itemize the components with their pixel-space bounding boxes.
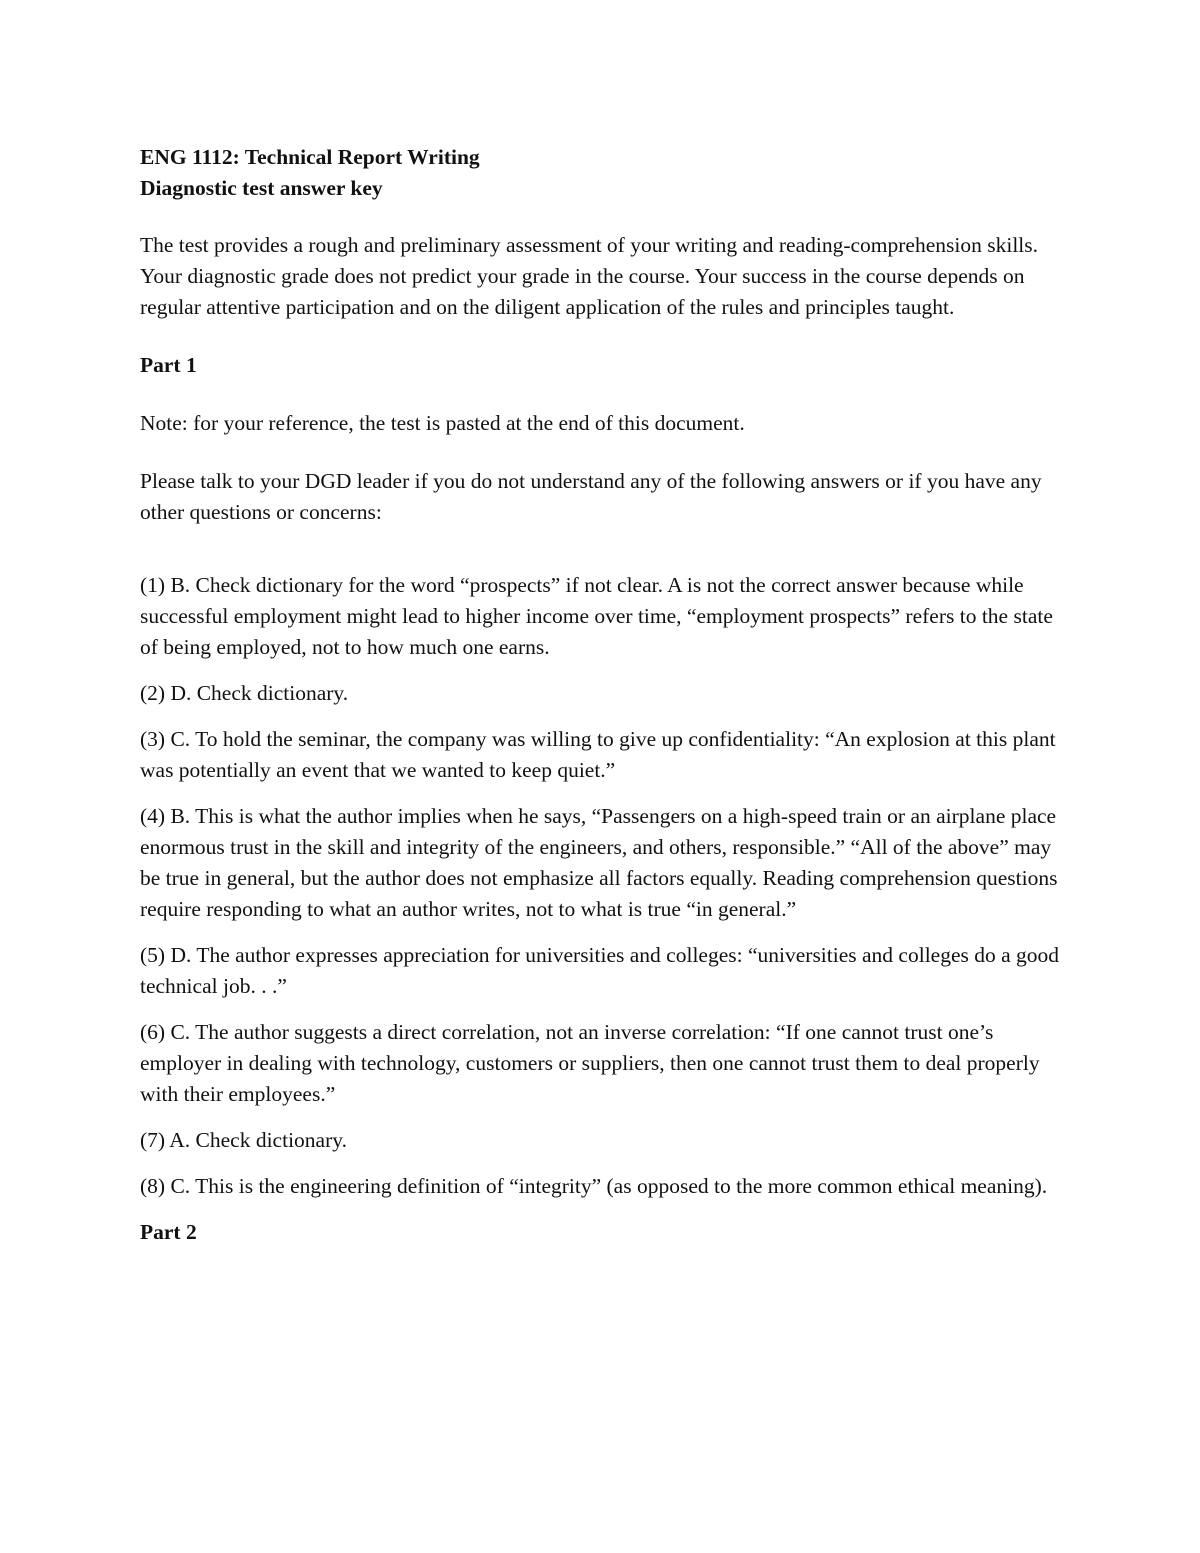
contact-paragraph: Please talk to your DGD leader if you do not understand any of the following answers or if you have any other questions or concerns: bbox=[140, 469, 1042, 524]
answer-item: (7) A. Check dictionary. bbox=[140, 1128, 347, 1152]
document-page bbox=[140, 142, 1065, 1248]
answer-item: (6) C. The author suggests a direct correlation, not an inverse correlation: “If one cannot trust one’s employer in dealing with technology, customers or suppliers, then one cannot trust them to deal properly with their employees.” bbox=[140, 1020, 1040, 1106]
document-title: ENG 1112: Technical Report Writing bbox=[140, 145, 480, 169]
answer-item: (4) B. This is what the author implies when he says, “Passengers on a high-speed train or an airplane place enormous trust in the skill and integrity of the engineers, and others, responsible.” “All of the above” may be true in general, but the author does not emphasize all factors equally. Reading comprehension questions require responding to what an author writes, not to what is true “in general.” bbox=[140, 804, 1058, 921]
answer-item: (8) C. This is the engineering definition of “integrity” (as opposed to the more common ethical meaning). bbox=[140, 1174, 1048, 1198]
answer-list bbox=[140, 570, 1065, 1202]
answer-item: (5) D. The author expresses appreciation for universities and colleges: “universities and colleges do a good technical job. . .” bbox=[140, 943, 1060, 998]
part-2-heading: Part 2 bbox=[140, 1220, 197, 1244]
answer-item: (3) C. To hold the seminar, the company was willing to give up confidentiality: “An explosion at this plant was potentially an event that we wanted to keep quiet.” bbox=[140, 727, 1056, 782]
note-paragraph: Note: for your reference, the test is pasted at the end of this document. bbox=[140, 411, 745, 435]
document-subtitle: Diagnostic test answer key bbox=[140, 176, 383, 200]
answer-item: (2) D. Check dictionary. bbox=[140, 681, 349, 705]
part-1-heading: Part 1 bbox=[140, 353, 197, 377]
intro-paragraph: The test provides a rough and preliminary assessment of your writing and reading-comprehension skills. Your diagnostic grade does not predict your grade in the course. Your success in the course depends on regular attentive participation and on the diligent application of the rules and principles taught. bbox=[140, 233, 1039, 319]
answer-item: (1) B. Check dictionary for the word “prospects” if not clear. A is not the correct answer because while successful employment might lead to higher income over time, “employment prospects” refers to the state of being employed, not to how much one earns. bbox=[140, 573, 1053, 659]
